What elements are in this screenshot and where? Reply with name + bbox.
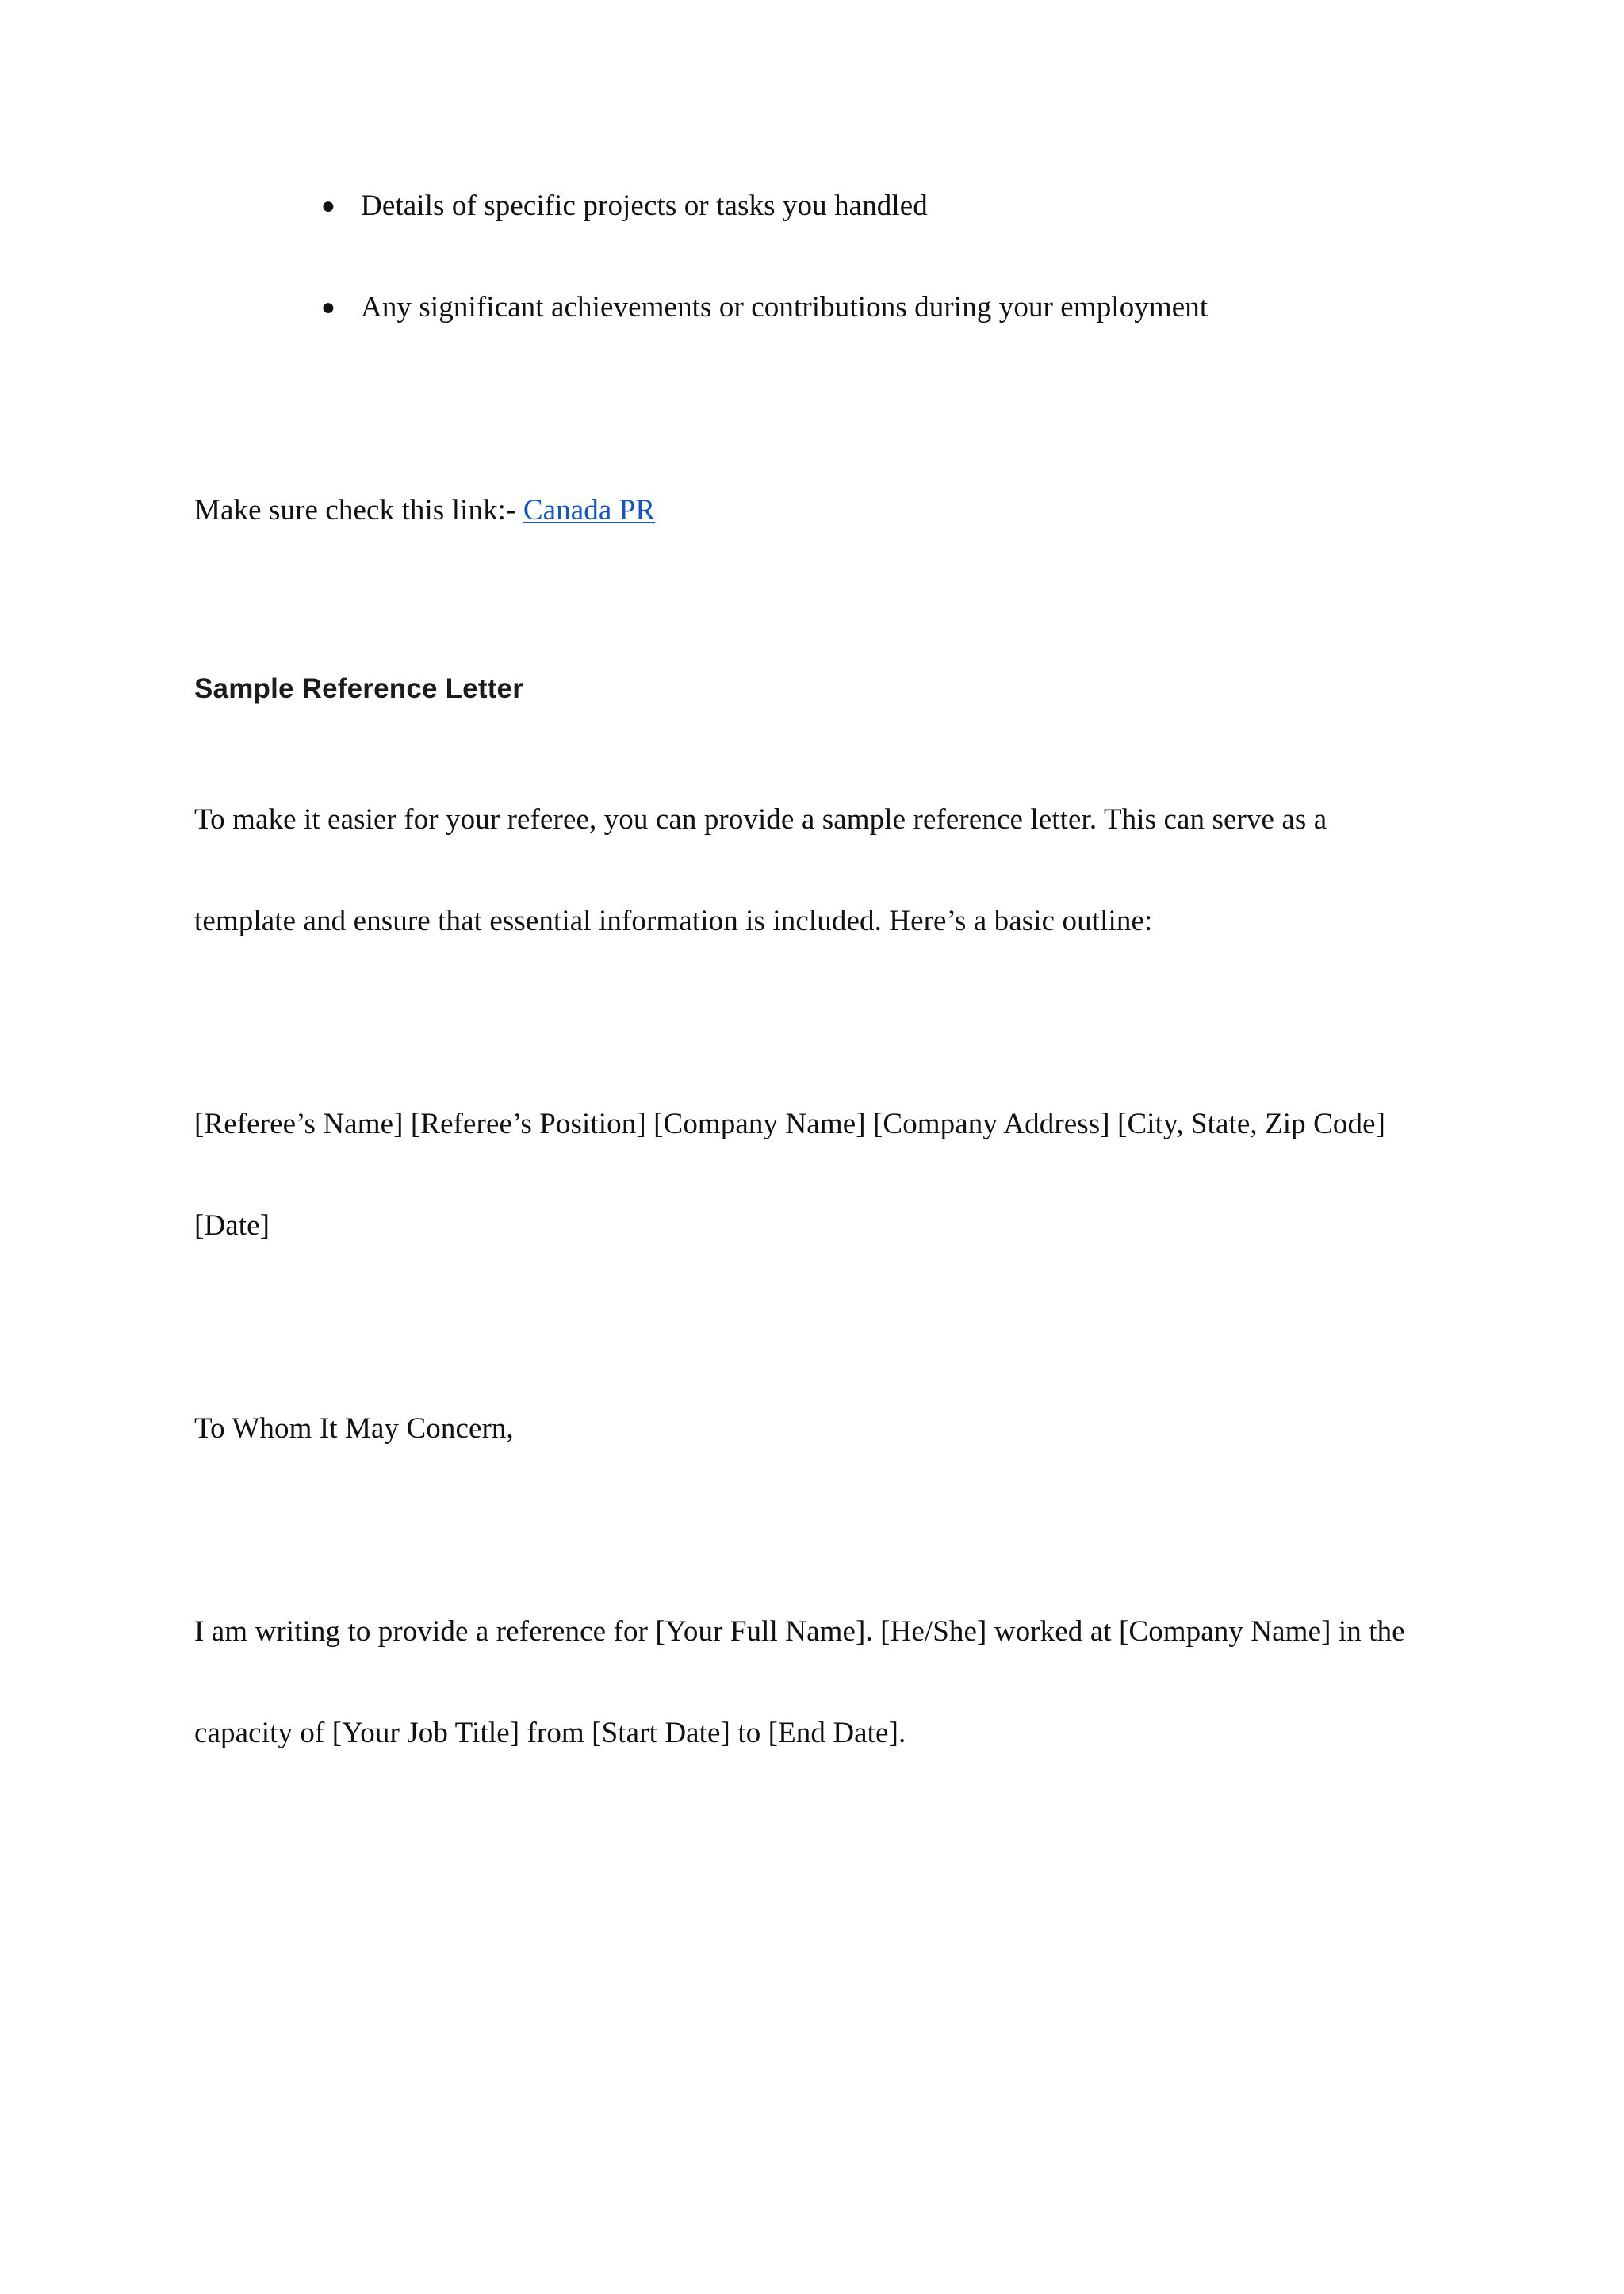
- document-body: [194, 155, 1431, 1784]
- letter-opening-paragraph: I am writing to provide a reference for [Your Full Name]. [He/She] worked at [Company Name] in the capacity of [Your Job Title] from [Start Date] to [End Date].: [194, 1615, 1405, 1749]
- canada-pr-link[interactable]: Canada PR: [523, 494, 656, 527]
- paragraph-spacer: [194, 1480, 1431, 1581]
- letter-salutation: To Whom It May Concern,: [194, 1412, 514, 1445]
- bullet-point-icon: ●: [320, 193, 336, 219]
- link-lead-text: Make sure check this link:-: [194, 494, 523, 527]
- paragraph-spacer: [194, 358, 1431, 460]
- letter-address-block: [Referee’s Name] [Referee’s Position] [Company Name] [Company Address] [City, State, Zip Code] [Date]: [194, 1108, 1386, 1242]
- list-item: [194, 257, 1431, 358]
- bullet-point-icon: ●: [320, 294, 336, 320]
- paragraph-spacer: [194, 972, 1431, 1074]
- list-item: [194, 155, 1431, 257]
- intro-paragraph: To make it easier for your referee, you can provide a sample reference letter. This can serve as a template and ensure that essential information is included. Here’s a basic outline:: [194, 803, 1327, 937]
- list-item-label: Any significant achievements or contributions during your employment: [361, 291, 1208, 324]
- bullet-list: [194, 155, 1431, 358]
- paragraph-spacer: [194, 1277, 1431, 1378]
- paragraph-spacer: [194, 561, 1431, 663]
- section-heading: Sample Reference Letter: [194, 673, 524, 704]
- list-item-label: Details of specific projects or tasks you handled: [361, 190, 928, 222]
- link-paragraph: [194, 460, 1431, 561]
- heading-spacer: [194, 715, 1431, 769]
